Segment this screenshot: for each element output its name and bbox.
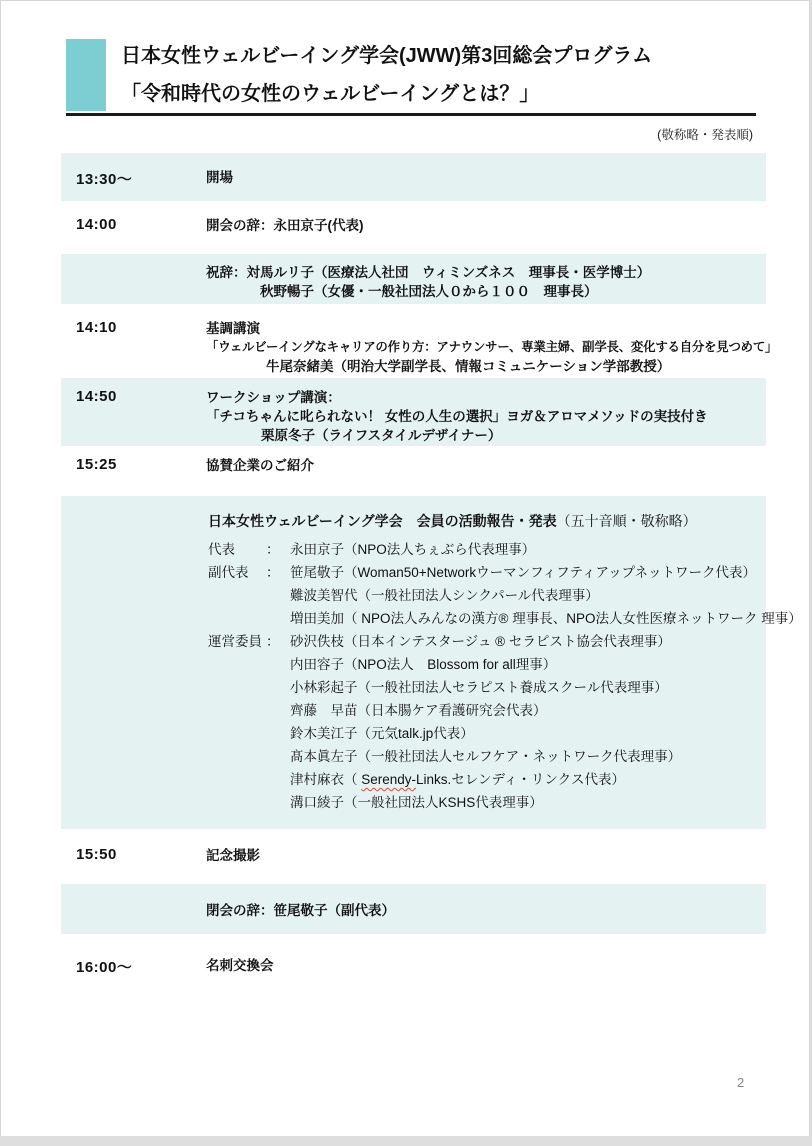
members-section-title bbox=[208, 512, 766, 530]
member-name: 難波美智代（一般社団法人シンクパール代表理事） bbox=[290, 588, 599, 603]
header bbox=[121, 37, 761, 113]
members-title-text: 日本女性ウェルビーイング学会 会員の活動報告・発表 bbox=[208, 513, 557, 529]
member-row bbox=[208, 771, 766, 788]
schedule-row-closing bbox=[61, 884, 766, 934]
schedule-row-opening-address bbox=[61, 206, 766, 252]
members-section bbox=[61, 496, 802, 829]
member-name: 内田容子（NPO法人 Blossom for all理事） bbox=[290, 657, 557, 672]
event-title: 協賛企業のご紹介 bbox=[206, 458, 314, 473]
member-name: 増田美加（ NPO法人みんなの漢方® 理事長、NPO法人女性医療ネットワーク 理事） bbox=[290, 611, 802, 626]
schedule-row-networking bbox=[61, 949, 766, 979]
event-line: 「チコちゃんに叱られない！ 女性の人生の選択」ヨガ＆アロマメソッドの実技付き bbox=[206, 409, 708, 424]
member-name-part: 津村麻衣（ bbox=[290, 772, 362, 787]
schedule-row-doors-open bbox=[61, 153, 766, 201]
spellcheck-squiggle-text: Serendy- bbox=[361, 772, 417, 787]
page-number: 2 bbox=[737, 1075, 745, 1090]
time-label: 16:00～ bbox=[76, 959, 133, 976]
schedule-row-keynote bbox=[61, 309, 778, 376]
time-label: 15:50 bbox=[76, 846, 117, 863]
member-name: 小林彩起子（一般社団法人セラピスト養成スクール代表理事） bbox=[290, 680, 668, 695]
event-title: ワークショップ講演： bbox=[206, 390, 341, 405]
event-title: 閉会の辞：笹尾敬子（副代表） bbox=[206, 903, 395, 918]
member-name: 笹尾敬子（Woman50+Networkウーマンフィフティアップネットワーク代表） bbox=[290, 565, 757, 580]
member-role-label: 運営委員 bbox=[208, 634, 262, 649]
schedule-row-photo bbox=[61, 839, 766, 869]
member-row bbox=[208, 564, 766, 581]
member-row bbox=[208, 587, 766, 604]
member-row bbox=[208, 633, 766, 650]
member-name-part: Links.セレンディ・リンクス代表） bbox=[416, 772, 625, 787]
members-title-note: （五十音順・敬称略） bbox=[556, 513, 697, 529]
member-name: 齊藤 早苗（日本腸ケア看護研究会代表） bbox=[290, 703, 547, 718]
event-line: 「ウェルビーイングなキャリアの作り方：アナウンサー、専業主婦、副学長、変化する自分を見つめて」 bbox=[206, 340, 778, 354]
event-title: 開会の辞：永田京子(代表) bbox=[206, 218, 364, 233]
schedule-row-workshop bbox=[61, 378, 766, 446]
member-row bbox=[208, 794, 766, 811]
member-role-label: 副代表 bbox=[208, 565, 249, 580]
page-title: 日本女性ウェルビーイング学会(JWW)第3回総会プログラム bbox=[121, 45, 653, 67]
schedule-row-sponsors bbox=[61, 450, 766, 480]
member-row bbox=[208, 748, 766, 765]
member-name: 溝口綾子（一般社団法人KSHS代表理事） bbox=[290, 795, 543, 810]
event-title: 祝辞：対馬ルリ子（医療法人社団 ウィミンズネス 理事長・医学博士） bbox=[206, 265, 651, 280]
time-label: 14:10 bbox=[76, 319, 117, 336]
event-title: 名刺交換会 bbox=[206, 958, 274, 973]
member-name bbox=[290, 771, 766, 788]
member-row bbox=[208, 702, 766, 719]
header-accent-block bbox=[66, 39, 106, 111]
courtesy-note: (敬称略・発表順) bbox=[657, 128, 753, 142]
member-colon: ： bbox=[266, 634, 280, 649]
event-title: 開場 bbox=[206, 170, 233, 185]
member-name: 砂沢佚枝（日本インテスタージュ ® セラピスト協会代表理事） bbox=[290, 634, 671, 649]
time-label: 14:50 bbox=[76, 388, 117, 405]
member-row bbox=[208, 610, 802, 627]
members-list bbox=[208, 541, 802, 811]
header-rule bbox=[66, 113, 756, 116]
page-subtitle: 「令和時代の女性のウェルビーイングとは？」 bbox=[121, 83, 540, 105]
member-name: 永田京子（NPO法人ちぇぶら代表理事） bbox=[290, 542, 536, 557]
member-row bbox=[208, 679, 766, 696]
member-name: 鈴木美江子（元気talk.jp代表） bbox=[290, 726, 474, 741]
event-speaker: 牛尾奈緒美（明治大学副学長、情報コミュニケーション学部教授） bbox=[266, 359, 671, 374]
time-label: 13:30～ bbox=[76, 171, 133, 188]
member-colon: ： bbox=[266, 565, 280, 580]
event-line: 秋野暢子（女優・一般社団法人０から１００ 理事長） bbox=[260, 284, 598, 299]
member-name: 髙本眞左子（一般社団法人セルフケア・ネットワーク代表理事） bbox=[290, 749, 682, 764]
member-row bbox=[208, 541, 766, 558]
event-title: 記念撮影 bbox=[206, 848, 260, 863]
time-label: 14:00 bbox=[76, 216, 117, 233]
event-title: 基調講演 bbox=[206, 321, 260, 336]
time-label: 15:25 bbox=[76, 456, 117, 473]
member-colon: ： bbox=[266, 542, 280, 557]
member-row bbox=[208, 725, 766, 742]
schedule-row-congratulatory bbox=[61, 254, 766, 304]
event-speaker: 栗原冬子（ライフスタイルデザイナー） bbox=[261, 428, 502, 443]
member-row bbox=[208, 656, 766, 673]
member-role-label: 代表 bbox=[208, 542, 235, 557]
